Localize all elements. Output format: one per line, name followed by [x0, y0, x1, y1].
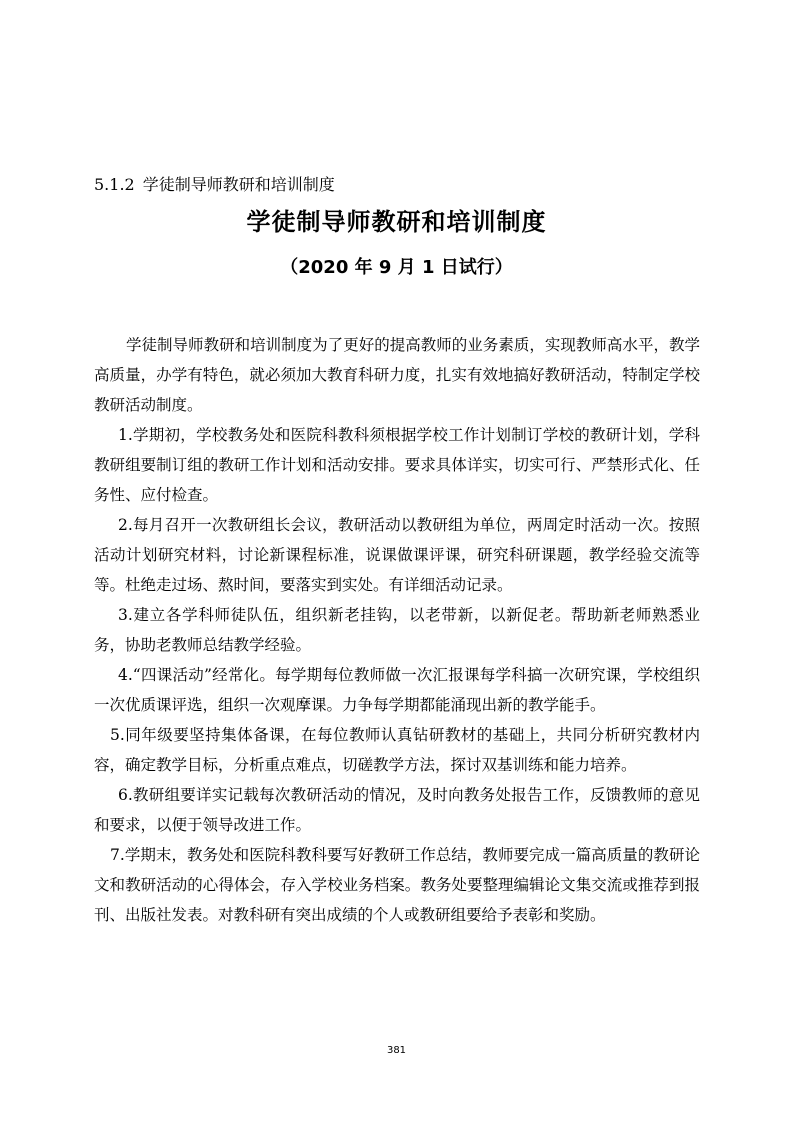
- document-title: 学徒制导师教研和培训制度: [246, 208, 547, 236]
- paragraph-item-5: 5.同年级要坚持集体备课，在每位教师认真钻研教材的基础上，共同分析研究教材内容，确定教学目标，分析重点难点，切磋教学方法，探讨双基训练和能力培养。: [94, 726, 700, 774]
- document-body: [94, 330, 700, 930]
- paragraph-item-3: 3.建立各学科师徒队伍，组织新老挂钩，以老带新，以新促老。帮助新老师熟悉业务，协助老教师总结教学经验。: [94, 606, 700, 654]
- paragraph-item-7: 7.学期末，教务处和医院科教科要写好教研工作总结，教师要完成一篇高质量的教研论文和教研活动的心得体会，存入学校业务档案。教务处要整理编辑论文集交流或推荐到报刊、出版社发表。对教科研有突出成绩的个人或教研组要给予表彰和奖励。: [94, 846, 700, 924]
- section-title: 学徒制导师教研和培训制度: [142, 175, 335, 194]
- page-number: 381: [386, 1045, 407, 1056]
- paragraph-intro: 学徒制导师教研和培训制度为了更好的提高教师的业务素质，实现教师高水平，教学高质量，办学有特色，就必须加大教育科研力度，扎实有效地搞好教研活动，特制定学校教研活动制度。: [94, 336, 700, 414]
- section-heading: [94, 174, 335, 196]
- paragraph-item-6: 6.教研组要详实记载每次教研活动的情况，及时向教务处报告工作，反馈教师的意见和要求，以便于领导改进工作。: [94, 786, 700, 834]
- paragraph-item-1: 1.学期初，学校教务处和医院科教科须根据学校工作计划制订学校的教研计划，学科教研组要制订组的教研工作计划和活动安排。要求具体详实，切实可行、严禁形式化、任务性、应付检查。: [94, 426, 700, 504]
- document-subtitle: （2020 年 9 月 1 日试行）: [280, 257, 513, 278]
- paragraph-item-2: 2.每月召开一次教研组长会议，教研活动以教研组为单位，两周定时活动一次。按照活动计划研究材料，讨论新课程标准，说课做课评课，研究科研课题，教学经验交流等等。杜绝走过场、熬时间，要落实到实处。有详细活动记录。: [94, 516, 700, 594]
- paragraph-item-4: 4.“四课活动”经常化。每学期每位教师做一次汇报课每学科搞一次研究课，学校组织一次优质课评选，组织一次观摩课。力争每学期都能涌现出新的教学能手。: [94, 666, 700, 714]
- section-number: 5.1.2: [94, 175, 135, 194]
